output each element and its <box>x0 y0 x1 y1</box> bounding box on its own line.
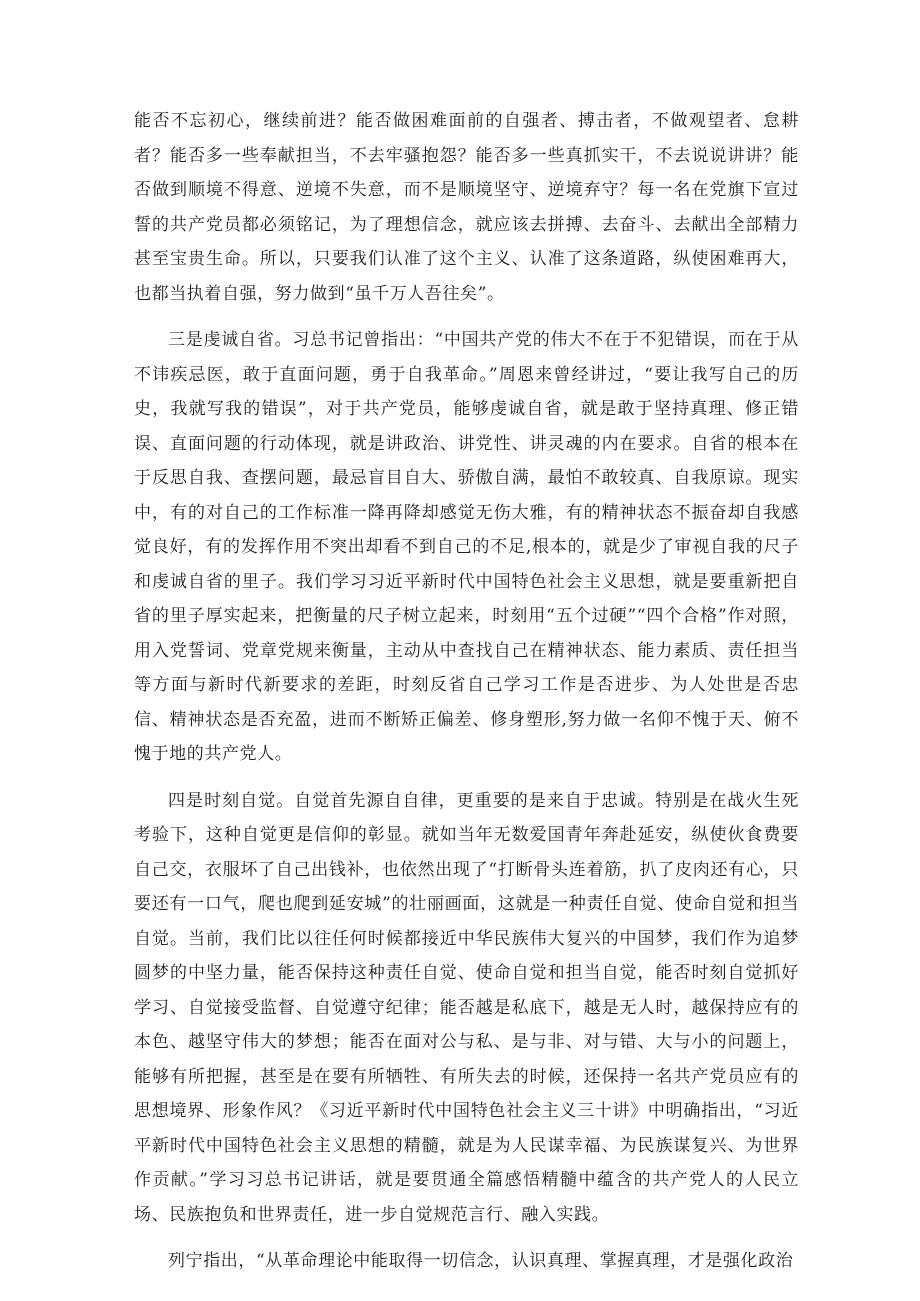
paragraph-lenin-quote: 列宁指出，“从革命理论中能取得一切信念，认识真理、掌握真理，才是强化政治 <box>168 1251 794 1271</box>
paragraph-constant-self-awareness: 四是时刻自觉。自觉首先源自自律，更重要的是来自于忠诚。特别是在战火生死考验下，这种自觉更是信仰的彰显。就如当年无数爱国青年奔赴延安，纵使伙食费要自己交，衣服坏了自己出钱补，也依然出现了“打断骨头连着筋，扒了皮肉还有心，只要还有一口气，爬也爬到延安城”的壮丽画面，这就是一种责任自觉、使命自觉和担当自觉。当前，我们比以往任何时候都接近中华民族伟大复兴的中国梦，我们作为追梦圆梦的中坚力量，能否保持这种责任自觉、使命自觉和担当自觉，能否时刻自觉抓好学习、自觉接受监督、自觉遵守纪律；能否越是私底下，越是无人时，越保持应有的本色、越坚守伟大的梦想；能否在面对公与私、是与非、对与错、大与小的问题上，能够有所把握，甚至是在要有所牺牲、有所失去的时候，还保持一名共产党员应有的思想境界、形象作风？《习近平新时代中国特色社会主义三十讲》中明确指出，“习近平新时代中国特色社会主义思想的精髓，就是为人民谋幸福、为民族谋复兴、为世界作贡献。”学习习总书记讲话，就是要贯通全篇感悟精髓中蕴含的共产党人的人民立场、民族抱负和世界责任，进一步自觉规范言行、融入实践。 <box>134 790 799 1225</box>
document-body <box>134 104 799 1291</box>
paragraph-continuation: 能否不忘初心，继续前进？能否做困难面前的自强者、搏击者，不做观望者、怠耕者？能否多一些奉献担当，不去牢骚抱怨？能否多一些真抓实干，不去说说讲讲？能否做到顺境不得意、逆境不失意，而不是顺境坚守、逆境弃守？每一名在党旗下宣过誓的共产党员都必须铭记，为了理想信念，就应该去拼搏、去奋斗、去献出全部精力甚至宝贵生命。所以，只要我们认准了这个主义、认准了这条道路，纵使困难再大，也都当执着自强，努力做到“虽千万人吾往矣”。 <box>134 111 799 304</box>
paragraph-sincere-self-reflection: 三是虔诚自省。习总书记曾指出：“中国共产党的伟大不在于不犯错误，而在于从不讳疾忌医，敢于直面问题，勇于自我革命。”周恩来曾经讲过，“要让我写自己的历史，我就写我的错误”，对于共产党员，能够虔诚自省，就是敢于坚持真理、修正错误、直面问题的行动体现，就是讲政治、讲党性、讲灵魂的内在要求。自省的根本在于反思自我、查摆问题，最忌盲目自大、骄傲自满，最怕不敢较真、自我原谅。现实中，有的对自己的工作标准一降再降却感觉无伤大雅，有的精神状态不振奋却自我感觉良好，有的发挥作用不突出却看不到自己的不足,根本的，就是少了审视自我的尺子和虔诚自省的里子。我们学习习近平新时代中国特色社会主义思想，就是要重新把自省的里子厚实起来，把衡量的尺子树立起来，时刻用“五个过硬”“四个合格”作对照，用入党誓词、党章党规来衡量，主动从中查找自己在精神状态、能力素质、责任担当等方面与新时代新要求的差距，时刻反省自己学习工作是否进步、为人处世是否忠信、精神状态是否充盈，进而不断矫正偏差、修身塑形,努力做一名仰不愧于天、俯不愧于地的共产党人。 <box>134 330 799 764</box>
